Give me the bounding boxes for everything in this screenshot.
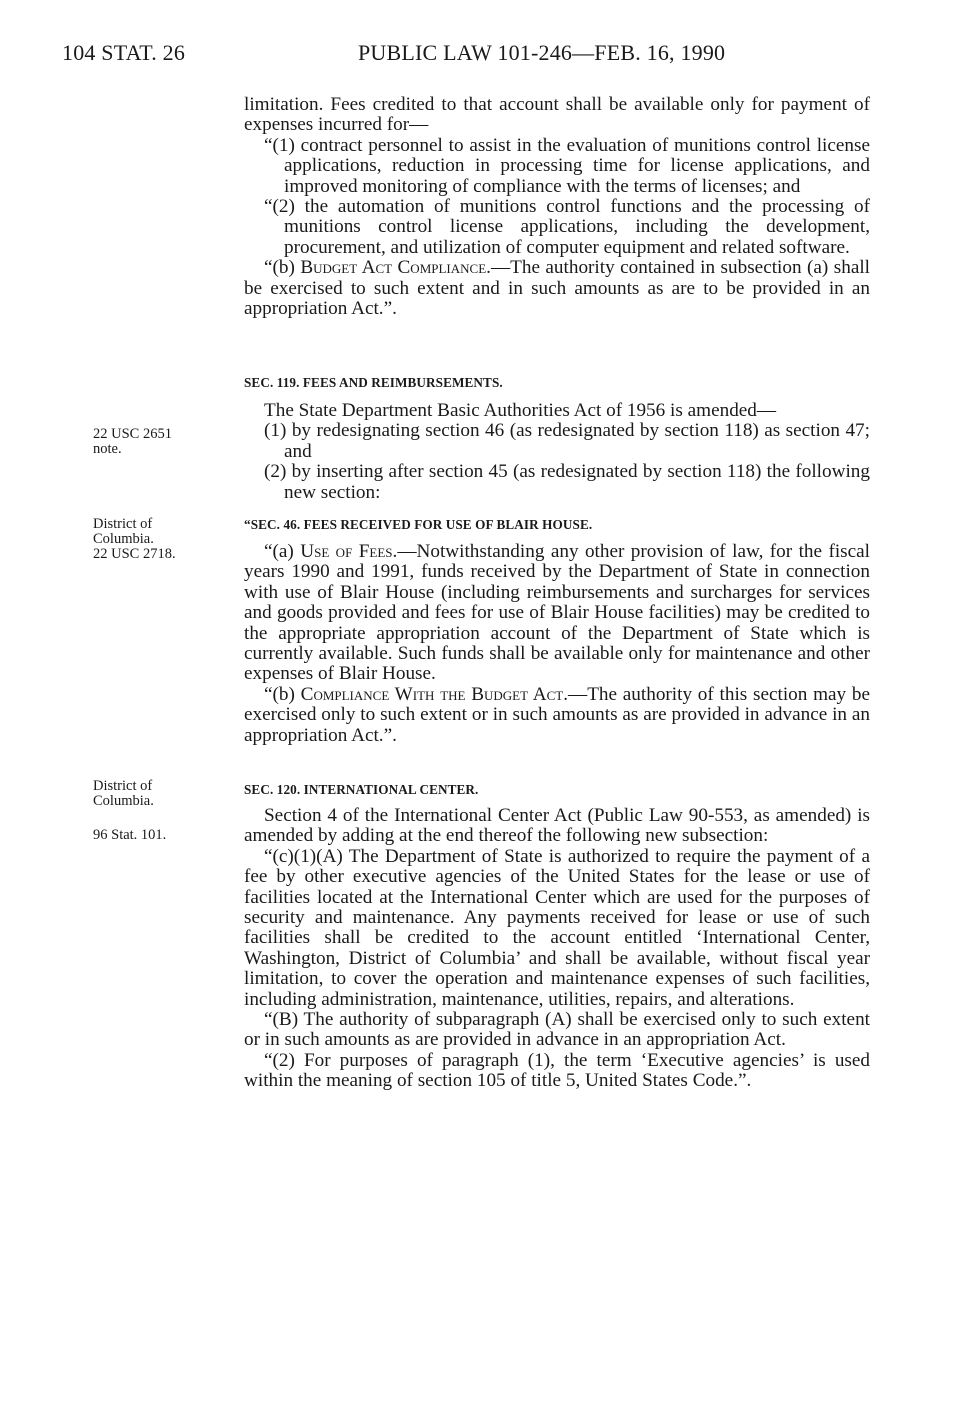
margin-note-district-usc-2718: District of Columbia. 22 USC 2718. xyxy=(93,516,176,562)
paragraph-budget-act: “(b) Budget Act Compliance.—The authority contained in subsection (a) shall be exercised to such extent and in such amounts as are to be provided in an appropriation Act.”. xyxy=(244,257,870,320)
section-120-heading: SEC. 120. INTERNATIONAL CENTER. xyxy=(244,782,479,797)
paragraph: Section 4 of the International Center Act (Public Law 90-553, as amended) is amended by adding at the end thereof the following new subsection: xyxy=(244,805,870,847)
paragraph: “(2) For purposes of paragraph (1), the term ‘Executive agencies’ is used within the meaning of section 105 of title 5, United States Code.”. xyxy=(244,1049,870,1092)
paragraph-budget-compliance: “(b) Compliance With the Budget Act.—The authority of this section may be exercised only to such extent or in such amounts as are provided in advance in an appropriation Act.”. xyxy=(244,683,870,746)
section-119-heading: SEC. 119. FEES AND REIMBURSEMENTS. xyxy=(244,375,503,390)
page-stat-number: 104 STAT. 26 xyxy=(62,40,186,65)
margin-note-96-stat: 96 Stat. 101. xyxy=(93,827,167,843)
paragraph: “(1) contract personnel to assist in the evaluation of munitions control license applications, reduction in processing time for license applications, and improved monitoring of compliance with the terms of licenses; and xyxy=(264,134,870,197)
page-title: PUBLIC LAW 101-246—FEB. 16, 1990 xyxy=(358,40,726,65)
paragraph-use-of-fees: “(a) Use of Fees.—Notwithstanding any other provision of law, for the fiscal years 1990 and 1991, funds received by the Department of State in connection with use of Blair House (including reimbursements and surcharges for services and goods provided and fees for use of Blair House facilities) may be credited to the appropriate appropriation account of the Department of State which is currently available. Such funds shall be available only for maintenance and other expenses of Blair House. xyxy=(244,541,870,685)
section-120-body xyxy=(244,806,870,1092)
paragraph: (2) by inserting after section 45 (as redesignated by section 118) the following new section: xyxy=(264,461,870,503)
paragraph: The State Department Basic Authorities Act of 1956 is amended— xyxy=(264,400,777,421)
margin-note-usc-2651: 22 USC 2651 note. xyxy=(93,426,172,457)
section-119-body xyxy=(244,401,870,503)
paragraph: “(c)(1)(A) The Department of State is authorized to require the payment of a fee by other executive agencies of the United States for the lease or use of facilities located at the International Center which are used for the purposes of security and maintenance. Any payments received for lease or use of such facilities shall be credited to the account entitled ‘International Center, Washington, District of Columbia’ and shall be available, without fiscal year limitation, to cover the operation and maintenance expenses of such facilities, including administration, maintenance, utilities, repairs, and alterations. xyxy=(244,845,870,1010)
continuation-block xyxy=(244,95,870,319)
margin-note-district: District of Columbia. xyxy=(93,778,154,809)
paragraph: “(B) The authority of subparagraph (A) shall be exercised only to such extent or in such amounts as are provided in advance in an appropriation Act. xyxy=(244,1009,870,1051)
paragraph: “(2) the automation of munitions control functions and the processing of munitions control license applications, including the development, procurement, and utilization of computer equipment and related software. xyxy=(264,196,870,258)
section-46-heading: “SEC. 46. FEES RECEIVED FOR USE OF BLAIR HOUSE. xyxy=(244,517,593,532)
section-46-body xyxy=(244,542,870,746)
paragraph: limitation. Fees credited to that account shall be available only for payment of expenses incurred for— xyxy=(244,94,870,136)
paragraph: (1) by redesignating section 46 (as redesignated by section 118) as section 47; and xyxy=(264,420,870,462)
